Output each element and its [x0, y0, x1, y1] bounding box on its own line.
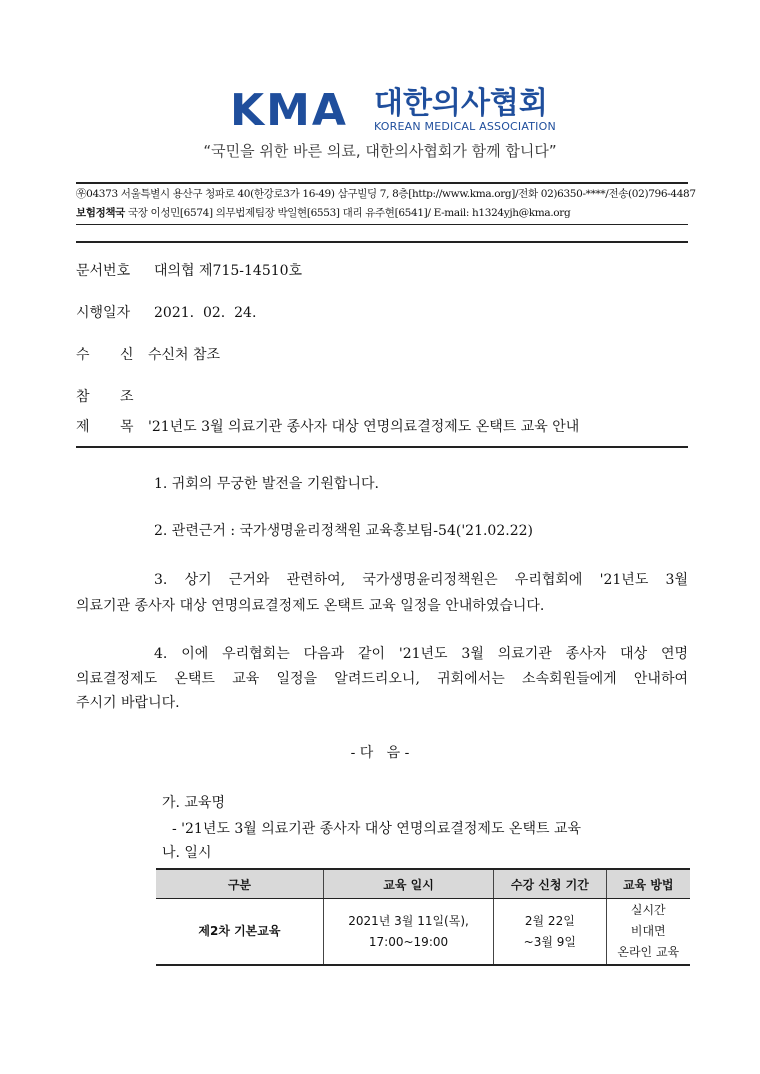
item-ga: 가. 교육명 — [162, 795, 225, 811]
datetime-line-1: 2021년 3월 11일(목), — [348, 913, 469, 928]
kma-logo-mark: KMA — [230, 85, 348, 136]
cell-period — [494, 899, 606, 965]
cell-method — [606, 899, 690, 965]
paragraph-4-line-3: 주시기 바랍니다. — [76, 695, 180, 711]
paragraph-3-line-1: 3. 상기 근거와 관련하여, 국가생명윤리정책원은 우리협회에 '21년도 3월 — [154, 572, 688, 588]
subject-label-2: 목 — [120, 419, 134, 435]
reference-label-2: 조 — [120, 389, 134, 405]
paragraph-4-line-1: 4. 이에 우리협회는 다음과 같이 '21년도 3월 의료기관 종사자 대상 연명 — [154, 646, 688, 662]
subject: '21년도 3월 의료기관 종사자 대상 연명의료결정제도 온택트 교육 안내 — [148, 419, 580, 435]
org-name-kr: 대한의사협회 — [374, 86, 548, 121]
date-label: 시행일자 — [76, 305, 131, 321]
paragraph-1: 1. 귀회의 무궁한 발전을 기원합니다. — [154, 476, 379, 492]
department-label: 보험정책국 — [76, 207, 125, 219]
schedule-table — [156, 868, 690, 966]
doc-number: 대의협 제715-14510호 — [154, 263, 303, 279]
recipient-label-2: 신 — [120, 347, 134, 363]
header-rule — [76, 241, 688, 243]
paragraph-2: 2. 관련근거 : 국가생명윤리정책원 교육홍보팀-54('21.02.22) — [154, 523, 533, 539]
cell-datetime — [323, 899, 493, 965]
address-line: ㉾04373 서울특별시 용산구 청파로 40(한강로3가 16-49) 삼구빌딩 7, 8층[http://www.kma.org]/전화 02)6350-****/전송(02)796-4487 — [76, 188, 696, 200]
period-line-1: 2월 22일 — [524, 913, 575, 928]
recipient: 수신처 참조 — [148, 347, 221, 363]
header-category: 구분 — [156, 869, 323, 899]
table-header-row — [156, 869, 690, 899]
period-line-2: ~3월 9일 — [523, 934, 576, 949]
header-datetime: 교육 일시 — [323, 869, 493, 899]
recipient-label-1: 수 — [76, 347, 90, 363]
daum-heading: - 다 음 - — [350, 745, 410, 761]
header-method: 교육 방법 — [606, 869, 690, 899]
cell-category: 제2차 기본교육 — [156, 899, 323, 965]
reference-label-1: 참 — [76, 389, 90, 405]
contacts-line: 국장 이성민[6574] 의무법제팀장 박일현[6553] 대리 유주현[6541]/ E-mail: h1324yjh@kma.org — [127, 207, 571, 219]
paragraph-4-line-2: 의료결정제도 온택트 교육 일정을 알려드리오니, 귀회에서는 소속회원들에게 안내하여 — [76, 671, 688, 687]
table-row — [156, 899, 690, 965]
item-na: 나. 일시 — [162, 845, 212, 861]
item-ga-detail: - '21년도 3월 의료기관 종사자 대상 연명의료결정제도 온택트 교육 — [172, 821, 582, 837]
method-line-3: 온라인 교육 — [617, 945, 680, 960]
address-bottom-rule — [76, 224, 688, 225]
paragraph-3-line-2: 의료기관 종사자 대상 연명의료결정제도 온택트 교육 일정을 안내하였습니다. — [76, 598, 545, 614]
issue-date: 2021. 02. 24. — [154, 305, 257, 321]
datetime-line-2: 17:00~19:00 — [368, 934, 449, 949]
slogan: “국민을 위한 바른 의료, 대한의사협회가 함께 합니다” — [203, 142, 557, 160]
method-line-1: 실시간 — [630, 903, 666, 918]
subject-label-1: 제 — [76, 419, 90, 435]
method-line-2: 비대면 — [630, 924, 666, 939]
org-name-en: KOREAN MEDICAL ASSOCIATION — [374, 120, 556, 133]
doc-number-label: 문서번호 — [76, 263, 131, 279]
subject-rule — [76, 446, 688, 448]
address-top-rule — [76, 182, 688, 184]
header-period: 수강 신청 기간 — [494, 869, 606, 899]
contacts-row — [76, 205, 570, 221]
